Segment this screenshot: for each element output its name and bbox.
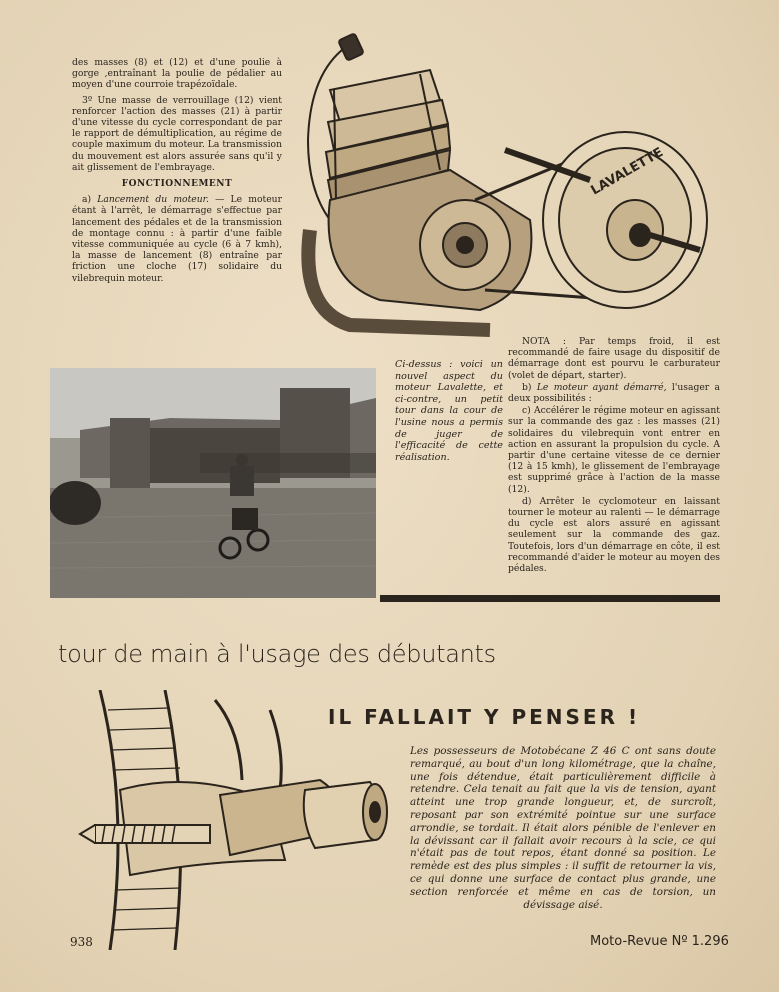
left-paragraph-3: [72, 194, 282, 284]
left-paragraph-2: 3º Une masse de verrouillage (12) vient renforcer l'action des masses (21) à partir d'une vitesse du cycle correspondant de par le rapport de démultiplication, au régime de couple maximum du moteur. La transmission du mouvement est alors assurée sans qu'il y ait glissement de l'embrayage.: [72, 94, 282, 173]
italic-run-b: Le moteur ayant démarré,: [536, 381, 667, 393]
tension-screw-drawing: [70, 690, 395, 950]
photo-caption: Ci-dessus : voici un nouvel aspect du moteur Lavalette, et ci-contre, un petit tour dans la cour de l'usine nous a permis de juger de l'efficacité de cette réalisation.: [395, 359, 503, 463]
paragraph-b: [508, 382, 720, 404]
page-number: 938: [70, 935, 93, 949]
paragraph-rest: — Le moteur étant à l'arrêt, le démarrage s'effectue par lancement des pédales et de la transmission de montage connu : à partir d'une faible vitesse communiquée au cycle (6 à 7 kmh), la masse de lancement (8) entraîne par friction une cloche (17) solidaire du vilebrequin moteur.: [72, 194, 282, 284]
italic-run: Lancement du moteur.: [97, 194, 209, 206]
publication-footer: Moto-Revue Nº 1.296: [590, 934, 729, 949]
list-label-a: a): [82, 194, 98, 206]
list-label-b: b): [522, 381, 537, 393]
photo-scene: [50, 368, 376, 598]
paragraph-d: d) Arrêter le cyclomoteur en laissant tourner le moteur au ralenti — le démarrage du cycle est alors assuré en agissant seulement sur la commande des gaz. Toutefois, lors d'un démarrage en côte, il est recommandé d'aider le moteur au moyen des pédales.: [508, 495, 720, 575]
right-text-column: [508, 336, 720, 575]
article-body: Les possesseurs de Motobécane Z 46 C ont sans doute remarqué, au bout d'un long kilométrage, que la chaîne, une fois détendue, était particulièrement difficile à retendre. Cela tenait au fait que la vis de tension, ayant atteint une trop grande longueur, et, de surcroît, reposant par son extrémité pointue sur une surface arrondie, se tordait. Il était alors pénible de l'enlever en la dévissant car il fallait avoir recours à la scie, ce qui n'était pas de tout repos, étant donné sa position. Le remède est des plus simples : il suffit de retourner la vis, ce qui donne une surface de contact plus grande, une section renforcée et même en cas de torsion, un dévissage aisé.: [410, 745, 716, 911]
factory-yard-photo: [50, 368, 376, 598]
left-text-column: [72, 57, 282, 288]
engine-illustration: [290, 30, 710, 350]
pulley-lettering: LAVALETTE: [588, 145, 666, 199]
section-divider: [380, 595, 720, 602]
section-title: tour de main à l'usage des débutants: [58, 640, 496, 668]
article-headline: IL FALLAIT Y PENSER !: [328, 705, 641, 729]
paragraph-b-rest: l'usager a deux possibilités :: [508, 381, 721, 405]
left-paragraph-1: des masses (8) et (12) et d'une poulie à gorge ,entraînant la poulie de pédalier au moyen d'une courroie trapézoïdale.: [72, 57, 282, 91]
paragraph-c: c) Accélérer le régime moteur en agissant sur la commande des gaz : les masses (21) solidaires du vilebrequin vont entrer en action en assurant la propulsion du cycle. A partir d'une certaine vitesse de ce dernier (12 à 15 kmh), le glissement de l'embrayage est supprimé grâce à l'action de la masse (12).: [508, 405, 720, 495]
section-heading-fonctionnement: FONCTIONNEMENT: [121, 179, 233, 190]
nota-paragraph: NOTA : Par temps froid, il est recommandé de faire usage du dispositif de démarrage dont est pourvu le carburateur (volet de départ, starter).: [508, 336, 720, 381]
